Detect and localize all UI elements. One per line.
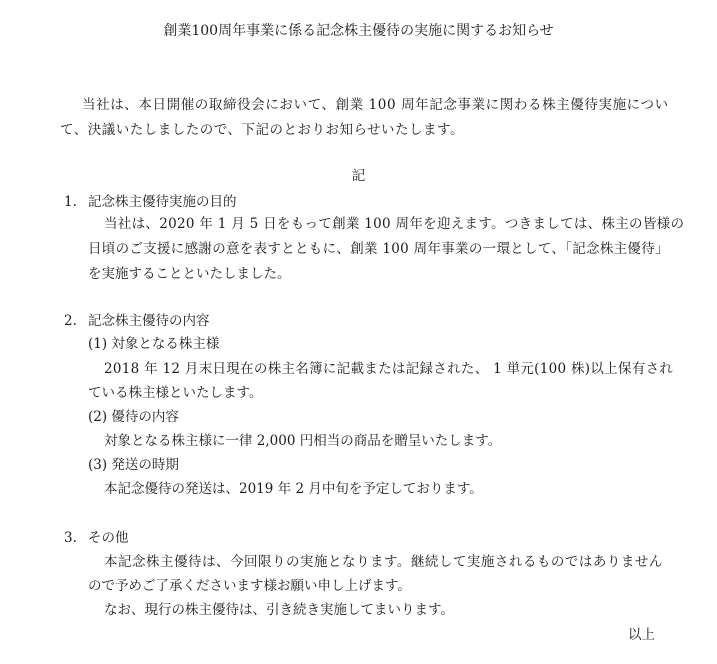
intro-paragraph-line-2: て、決議いたしましたので、下記のとおりお知らせいたします。 <box>60 122 464 138</box>
ki-heading: 記 <box>351 168 366 184</box>
section-3-line-1: 本記念株主優待は、今回限りの実施となります。継続して実施されるものではありません <box>104 554 663 570</box>
section-3-number: 3. <box>64 530 77 546</box>
section-2-sub-1-line-1: 2018 年 12 月末日現在の株主名簿に記載または記録された、 1 単元(100 株)以上保有され <box>104 361 674 377</box>
section-2-heading: 記念株主優待の内容 <box>88 313 210 329</box>
intro-paragraph-line-1: 当社は、本日開催の取締役会において、創業 100 周年記念事業に関わる株主優待実施につい <box>82 97 669 113</box>
section-3-heading: その他 <box>88 530 129 546</box>
section-1-number: 1. <box>64 194 77 210</box>
section-1-line-2: 日頃のご支援に感謝の意を表すとともに、創業 100 周年事業の一環として、「記念株主優待」 <box>88 241 669 257</box>
section-2-number: 2. <box>64 313 77 329</box>
section-3-line-2: ので予めご了承くださいます様お願い申し上げます。 <box>88 578 411 594</box>
section-3-line-3: なお、現行の株主優待は、引き続き実施してまいります。 <box>104 602 454 618</box>
section-2-sub-3-line-1: 本記念優待の発送は、2019 年 2 月中旬を予定しております。 <box>104 481 483 497</box>
section-2-sub-2-line-1: 対象となる株主様に一律 2,000 円相当の商品を贈呈いたします。 <box>104 433 502 449</box>
document-title: 創業100周年事業に係る記念株主優待の実施に関するお知らせ <box>163 23 554 39</box>
section-2-sub-1-line-2: ている株主様といたします。 <box>88 385 263 401</box>
section-1-line-3: を実施することといたしました。 <box>88 266 291 282</box>
closing-text: 以上 <box>628 627 655 643</box>
section-1-heading: 記念株主優待実施の目的 <box>88 194 237 210</box>
section-2-sub-1-heading: (1) 対象となる株主様 <box>88 336 220 352</box>
section-2-sub-3-heading: (3) 発送の時期 <box>88 457 179 473</box>
section-2-sub-2-heading: (2) 優待の内容 <box>88 409 179 425</box>
section-1-line-1: 当社は、2020 年 1 月 5 日をもって創業 100 周年を迎えます。つきましては、株主の皆様の <box>104 216 685 232</box>
